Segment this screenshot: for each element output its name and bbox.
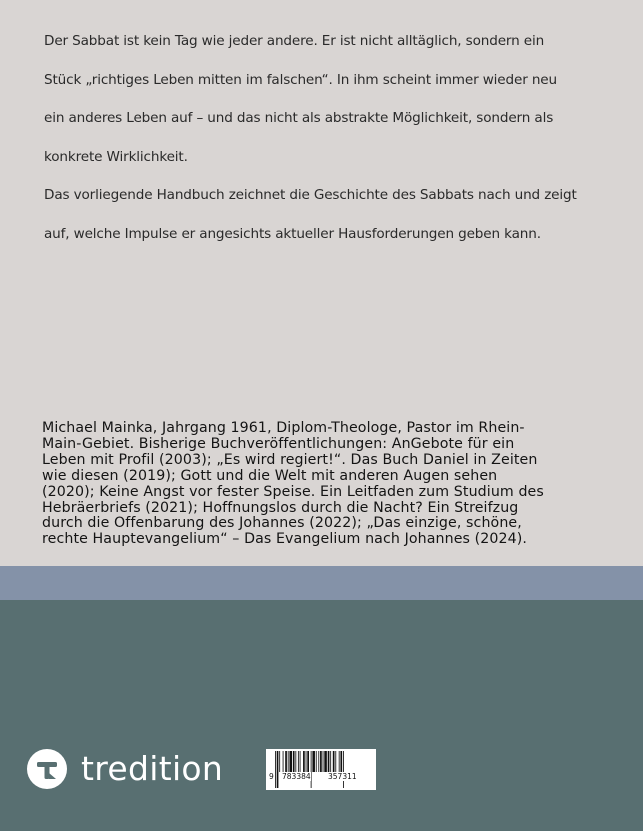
bio-line: (2020); Keine Angst vor fester Speise. Ein Leitfaden zum Studium des <box>42 483 544 500</box>
barcode-bar <box>293 751 295 772</box>
blurb-line: Das vorliegende Handbuch zeichnet die Geschichte des Sabbats nach und zeigt <box>44 187 577 204</box>
barcode-bar <box>295 751 296 772</box>
barcode-bar <box>324 751 327 772</box>
barcode-bar <box>303 751 305 772</box>
color-stripe <box>0 566 643 600</box>
barcode-group-2: 357311 <box>328 772 357 781</box>
tredition-logo-icon <box>27 749 67 789</box>
blurb-line: konkrete Wirklichkeit. <box>44 148 188 165</box>
blurb-line: Der Sabbat ist kein Tag wie jeder andere. Er ist nicht alltäglich, sondern ein <box>44 33 545 49</box>
barcode-bar <box>312 751 315 772</box>
barcode-bar <box>300 751 301 772</box>
barcode-bar <box>335 751 336 772</box>
barcode-bar <box>307 751 309 772</box>
barcode-bar <box>343 751 344 788</box>
barcode-bar <box>328 751 330 772</box>
blurb-line: ein anderes Leben auf – und das nicht als abstrakte Möglichkeit, sondern als <box>44 110 554 127</box>
bio-line: Hebräerbriefs (2021); Hoffnungslos durch die Nacht? Ein Streifzug <box>42 499 519 516</box>
barcode-bars <box>266 749 376 790</box>
barcode-bar <box>320 751 322 772</box>
barcode-bar <box>289 751 292 772</box>
bio-line: Leben mit Profil (2003); „Es wird regiert!“. Das Buch Daniel in Zeiten <box>42 451 538 468</box>
bio-line: Main-Gebiet. Bisherige Buchveröffentlichungen: AnGebote für ein <box>42 435 515 452</box>
barcode-bar <box>316 751 317 772</box>
bottom-band <box>0 600 643 831</box>
barcode-bar <box>285 751 287 772</box>
blurb-line: Stück „richtiges Leben mitten im falschen“. In ihm scheint immer wieder neu <box>44 71 557 88</box>
barcode-digit-first: 9 <box>269 772 274 781</box>
bio-line: wie diesen (2019); Gott und die Welt mit anderen Augen sehen <box>42 467 498 484</box>
barcode-bar <box>333 751 335 772</box>
barcode-bar <box>340 751 342 772</box>
barcode-bar <box>306 751 307 772</box>
publisher-name: tredition <box>81 749 224 788</box>
barcode-bar <box>330 751 331 772</box>
author-bio <box>42 421 602 548</box>
barcode-bar <box>283 751 284 772</box>
barcode-group-1: 783384 <box>282 772 311 781</box>
barcode-bar <box>288 751 289 772</box>
barcode-bar <box>318 751 319 772</box>
blurb <box>44 22 614 254</box>
bio-line: rechte Hauptevangelium“ – Das Evangelium nach Johannes (2024). <box>42 531 528 548</box>
publisher-logo <box>27 749 223 789</box>
barcode-bar <box>275 751 276 788</box>
bio-line: durch die Offenbarung des Johannes (2022); „Das einzige, schöne, <box>42 515 522 532</box>
barcode-bar <box>298 751 299 772</box>
barcode-bar <box>279 751 280 772</box>
barcode-bar <box>323 751 324 772</box>
barcode-bar <box>339 751 340 772</box>
barcode-bar <box>277 751 279 788</box>
barcode-bar <box>311 751 312 788</box>
bio-line: Michael Mainka, Jahrgang 1961, Diplom-Theologe, Pastor im Rhein- <box>42 420 525 436</box>
blurb-line: auf, welche Impulse er angesichts aktueller Hausforderungen geben kann. <box>44 225 541 242</box>
isbn-barcode <box>266 749 376 790</box>
